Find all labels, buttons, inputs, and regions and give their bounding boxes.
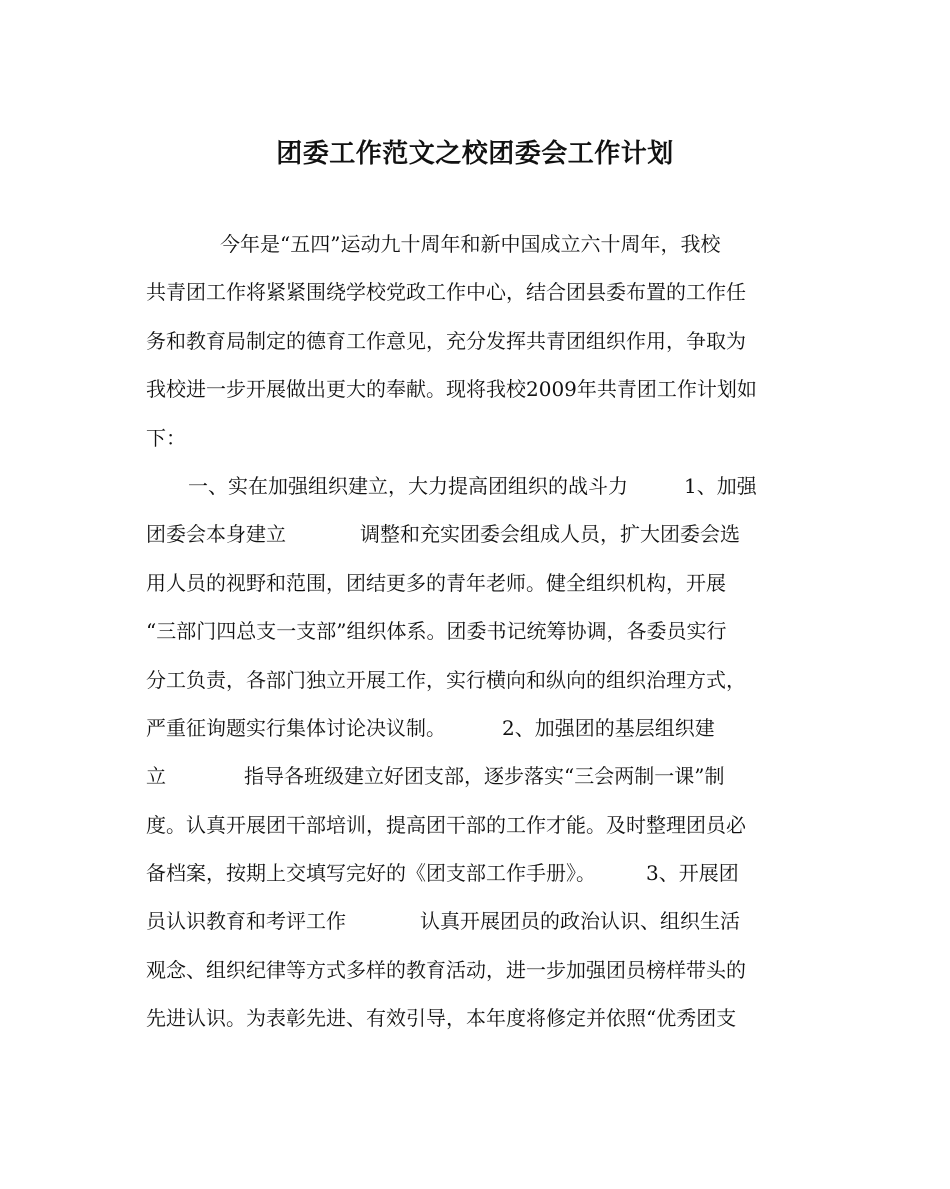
subsection-heading: 1、加强 [684,473,757,498]
text-run: 度。认真开展团干部培训，提高团干部的工作才能。及时整理团员必 [146,812,746,837]
paragraph-line [146,414,806,462]
paragraph-line [146,849,806,897]
paragraph-line [146,607,806,655]
paragraph-line [146,946,806,994]
subsection-heading: 团委会本身建立 [146,522,286,547]
text-run: 认真开展团员的政治认识、组织生活 [420,909,740,934]
paragraph-line [146,704,806,752]
text-run: 指导各班级建立好团支部，逐步落实“三会两制一课”制 [244,764,725,789]
subsection-heading: 立 [146,764,166,789]
paragraph-line [146,897,806,945]
text-run: 严重征询题实行集体讨论决议制。 [146,715,446,740]
section-heading: 一、实在加强组织建立，大力提高团组织的战斗力 [188,473,628,498]
text-run: 分工负责，各部门独立开展工作，实行横向和纵向的组织治理方式， [146,667,746,692]
text-run: 观念、组织纪律等方式多样的教育活动，进一步加强团员榜样带头的 [146,957,746,982]
subsection-heading: 2、加强团的基层组织建 [502,715,715,740]
subsection-heading: 员认识教育和考评工作 [146,909,346,934]
paragraph-line [146,462,806,510]
text-run: 我校进一步开展做出更大的奉献。现将我校2009年共青团工作计划如 [146,377,757,402]
paragraph-line [146,268,806,316]
document-title: 团委工作范文之校团委会工作计划 [276,139,674,169]
subsection-heading: 3、开展团 [646,861,739,886]
paragraph-line [146,317,806,365]
text-run: 下： [146,425,186,450]
paragraph-line [146,510,806,558]
document-body [146,220,806,1043]
text-run: 备档案，按期上交填写完好的《团支部工作手册》。 [146,861,596,886]
paragraph-line [146,752,806,800]
paragraph-line [146,801,806,849]
paragraph-line [146,994,806,1042]
text-run: 共青团工作将紧紧围绕学校党政工作中心，结合团县委布置的工作任 [146,280,746,305]
text-run: 务和教育局制定的德育工作意见，充分发挥共青团组织作用，争取为 [146,328,746,353]
paragraph-line [146,365,806,413]
paragraph-line [146,656,806,704]
paragraph-line [146,559,806,607]
text-run: “三部门四总支一支部”组织体系。团委书记统筹协调，各委员实行 [146,619,727,644]
text-run: 先进认识。为表彰先进、有效引导，本年度将修定并依照“优秀团支 [146,1006,737,1031]
text-run: 用人员的视野和范围，团结更多的青年老师。健全组织机构，开展 [146,570,726,595]
paragraph-line [146,220,806,268]
text-run: 调整和充实团委会组成人员，扩大团委会选 [360,522,740,547]
text-run: 今年是“五四”运动九十周年和新中国成立六十周年，我校 [220,232,721,256]
